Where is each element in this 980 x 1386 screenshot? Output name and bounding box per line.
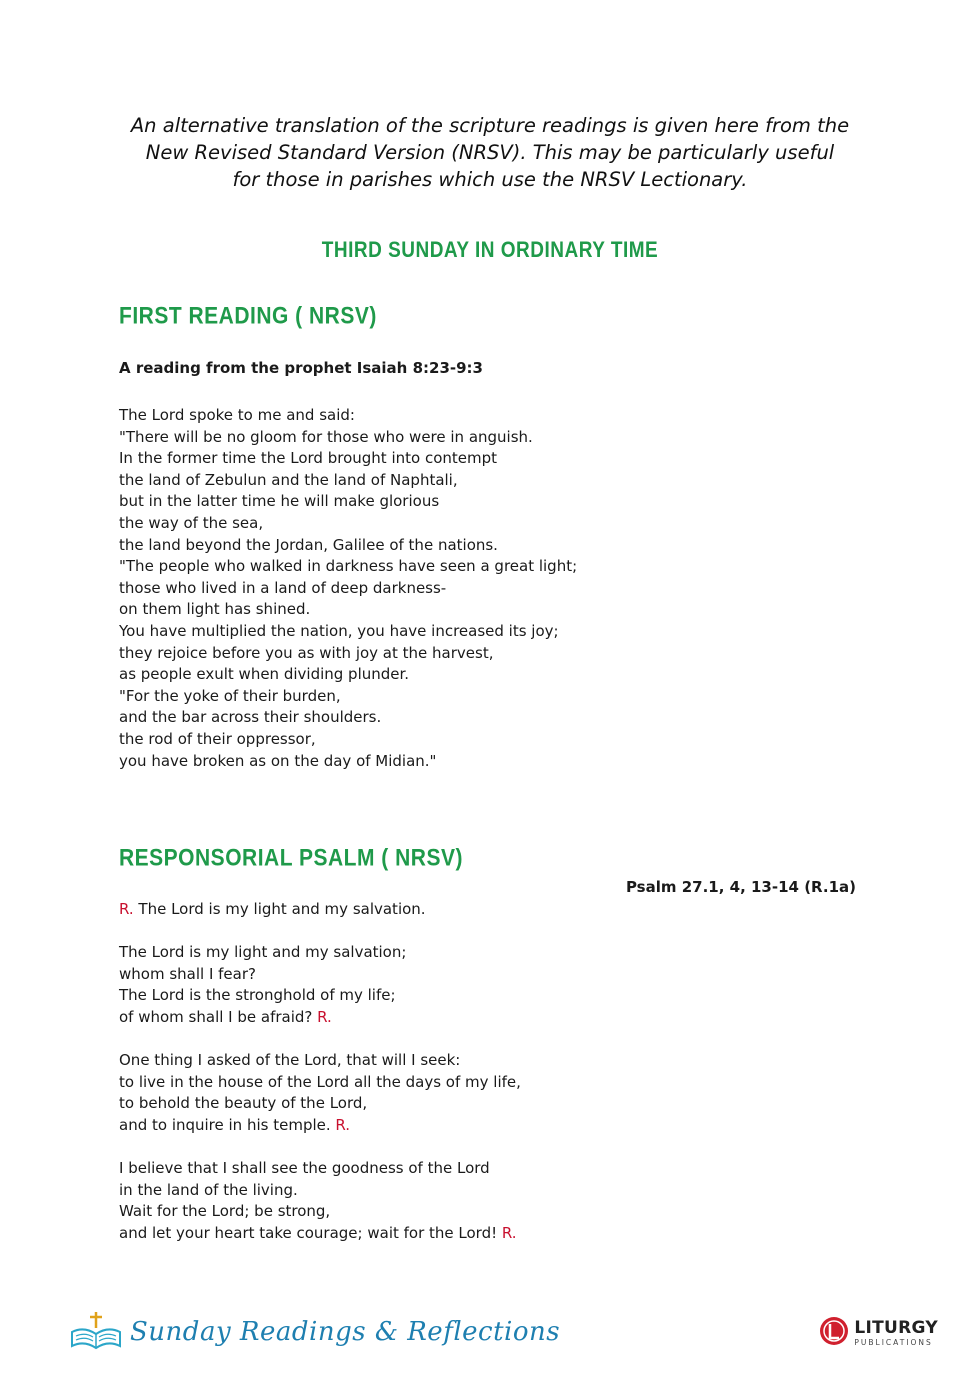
verse-line: the way of the sea,	[119, 513, 264, 532]
verse-line: those who lived in a land of deep darkness-	[119, 578, 447, 597]
verse-line: on them light has shined.	[119, 600, 311, 619]
verse-line: "The people who walked in darkness have seen a great light;	[119, 557, 578, 576]
verse-line: the land beyond the Jordan, Galilee of the nations.	[119, 535, 498, 554]
intro-line: An alternative translation of the scripture readings is given here from the	[130, 114, 850, 137]
publisher-subtitle: PUBLICATIONS	[854, 1337, 933, 1347]
verse-line: In the former time the Lord brought into contempt	[119, 449, 498, 468]
verse-line: and to inquire in his temple.	[119, 1115, 336, 1134]
footer-brand	[70, 1310, 560, 1354]
first-reading-text	[119, 405, 577, 772]
verse-line: the rod of their oppressor,	[119, 729, 316, 748]
verse-line: the land of Zebulun and the land of Naphtali,	[119, 470, 458, 489]
verse-line: The Lord spoke to me and said:	[119, 406, 355, 424]
verse-line: You have multiplied the nation, you have increased its joy;	[119, 621, 559, 640]
verse-line: and the bar across their shoulders.	[119, 708, 382, 727]
intro-line: for those in parishes which use the NRSV Lectionary.	[232, 168, 748, 191]
response-marker: R.	[317, 1007, 332, 1026]
psalm-heading: RESPONSORIAL PSALM ( NRSV)	[119, 845, 463, 872]
verse-line: of whom shall I be afraid?	[119, 1007, 318, 1026]
verse-line: "There will be no gloom for those who were in anguish.	[119, 427, 533, 446]
psalm-text	[119, 899, 521, 1245]
section-title: THIRD SUNDAY IN ORDINARY TIME	[321, 238, 659, 263]
verse-line: Wait for the Lord; be strong,	[119, 1202, 331, 1221]
verse-line: they rejoice before you as with joy at the harvest,	[119, 643, 494, 662]
response-marker: R.	[501, 1223, 517, 1242]
verse-line: The Lord is my light and my salvation;	[119, 943, 407, 962]
footer-title: Sunday Readings & Reflections	[130, 1317, 561, 1347]
verse-line: One thing I asked of the Lord, that will I seek:	[119, 1051, 461, 1070]
psalm-stanza-3	[119, 1158, 521, 1244]
open-book-cross-icon	[70, 1310, 122, 1354]
verse-line: to live in the house of the Lord all the days of my life,	[119, 1072, 521, 1091]
psalm-response	[119, 899, 521, 921]
psalm-reference: Psalm 27.1, 4, 13-14 (R.1a)	[625, 878, 856, 896]
verse-line: but in the latter time he will make glorious	[119, 492, 440, 511]
verse-line: I believe that I shall see the goodness of the Lord	[119, 1159, 490, 1178]
verse-line: and let your heart take courage; wait for the Lord!	[119, 1223, 502, 1242]
verse-line: as people exult when dividing plunder.	[119, 665, 410, 684]
response-marker: R.	[119, 900, 134, 918]
verse-line: you have broken as on the day of Midian."	[119, 751, 437, 770]
intro-note	[0, 112, 980, 193]
verse-line: whom shall I fear?	[119, 964, 256, 983]
publisher-logo	[819, 1316, 938, 1350]
verse-line: The Lord is the stronghold of my life;	[119, 986, 396, 1005]
publisher-name: LITURGY	[854, 1317, 938, 1338]
intro-line: New Revised Standard Version (NRSV). This may be particularly useful	[145, 141, 835, 164]
response-text: The Lord is my light and my salvation.	[133, 900, 426, 918]
liturgy-logo-icon	[819, 1316, 849, 1350]
verse-line: in the land of the living.	[119, 1180, 298, 1199]
psalm-stanza-2	[119, 1050, 521, 1136]
psalm-stanza-1	[119, 942, 521, 1028]
verse-line: "For the yoke of their burden,	[119, 686, 341, 705]
response-marker: R.	[335, 1115, 351, 1134]
verse-line: to behold the beauty of the Lord,	[119, 1094, 368, 1113]
first-reading-subheading: A reading from the prophet Isaiah 8:23-9:3	[119, 359, 483, 377]
first-reading-heading: FIRST READING ( NRSV)	[119, 303, 377, 330]
